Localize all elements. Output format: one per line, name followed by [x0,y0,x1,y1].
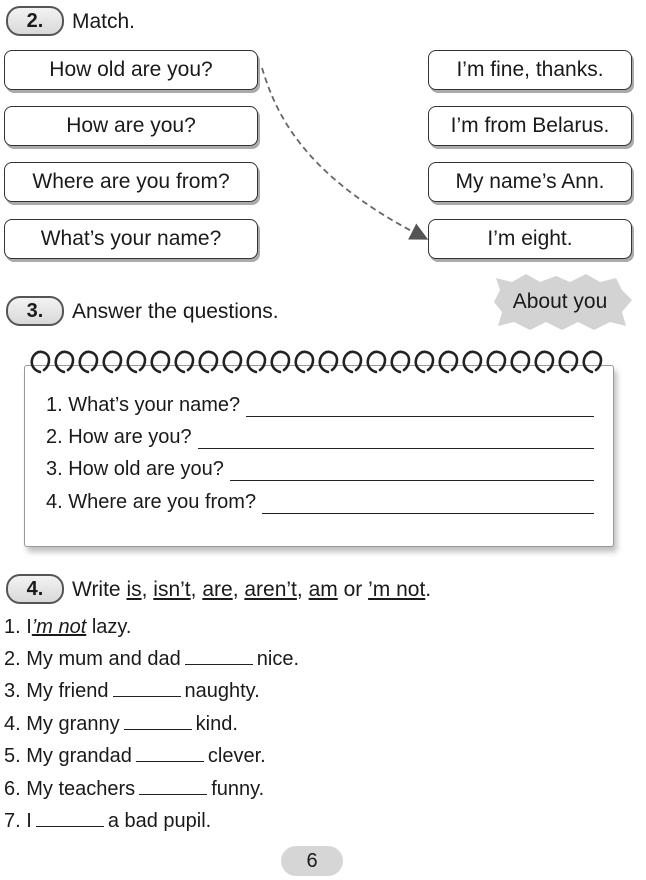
sentence-item: 4. My granny kind. [4,713,238,735]
answer-box[interactable]: My name’s Ann. [428,162,632,202]
answer-line[interactable] [46,458,594,481]
sentence-item: 2. My mum and dad nice. [4,648,300,670]
blank-field[interactable] [36,810,104,827]
sentence-item: 7. I a bad pupil. [4,810,212,832]
word-option: am [308,578,338,601]
answer-field[interactable] [262,495,594,514]
question-box[interactable]: How old are you? [4,50,258,90]
example-sentence: 1. I’m not lazy. [4,616,132,638]
question-text: 4. Where are you from? [46,491,257,513]
exercise-4-number: 4. [6,574,64,604]
answer-line[interactable] [46,491,594,514]
answer-box[interactable]: I’m from Belarus. [428,106,632,146]
spiral-binding [30,346,610,382]
exercise-4-title: Write is, isn’t, are, aren’t, am or ’m not. [72,578,432,601]
page-number: 6 [281,846,343,876]
question-box[interactable]: What’s your name? [4,219,258,259]
example-answer: ’m not [31,616,87,638]
answer-field[interactable] [198,430,594,449]
exercise-2-number: 2. [6,6,64,36]
question-text: 1. What’s your name? [46,394,241,416]
blank-field[interactable] [136,745,204,762]
blank-field[interactable] [139,778,207,795]
question-text: 3. How old are you? [46,458,224,480]
exercise-3-number: 3. [6,296,64,326]
blank-field[interactable] [185,648,253,665]
exercise-2-title: Match. [72,10,136,33]
about-you-badge: About you [512,290,608,313]
word-option: is [126,578,142,601]
word-option: ’m not [368,578,426,601]
answer-line[interactable] [46,426,594,449]
sentence-item: 3. My friend naughty. [4,680,260,702]
match-example-arrow [0,0,646,300]
exercise-3-title: Answer the questions. [72,300,279,323]
answer-box[interactable]: I’m fine, thanks. [428,50,632,90]
answer-field[interactable] [230,462,594,481]
answer-field[interactable] [246,398,594,417]
answer-line[interactable] [46,394,594,417]
question-text: 2. How are you? [46,426,192,448]
word-option: aren’t [244,578,297,601]
answer-box[interactable]: I’m eight. [428,219,632,259]
sentence-item: 6. My teachers funny. [4,778,265,800]
sentence-item: 5. My grandad clever. [4,745,266,767]
blank-field[interactable] [124,713,192,730]
question-box[interactable]: Where are you from? [4,162,258,202]
notepad [24,365,614,547]
word-option: are [202,578,233,601]
question-box[interactable]: How are you? [4,106,258,146]
word-option: isn’t [153,578,191,601]
blank-field[interactable] [113,680,181,697]
